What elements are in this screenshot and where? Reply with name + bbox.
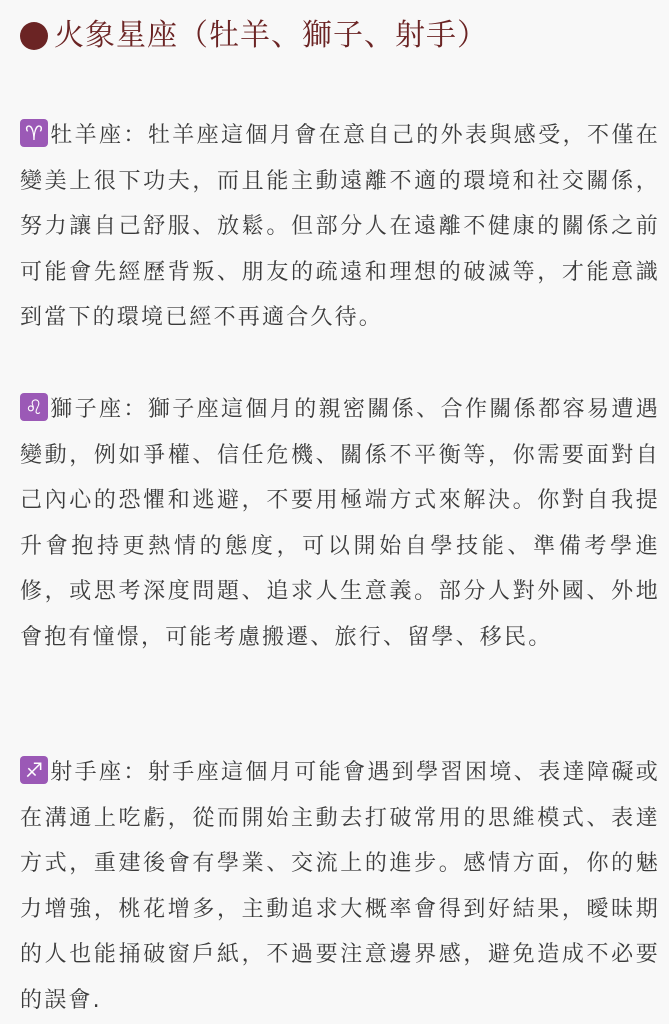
leo-body: 獅子座這個月的親密關係、合作關係都容易遭遇變動，例如爭權、信任危機、關係不平衡等，你需要面對自己內心的恐懼和逃避，不要用極端方式來解決。你對自我提升會抱持更熱情的態度，可以開始自學技能、準備考學進修，或思考深度問題、追求人生意義。部分人對外國、外地會抱有憧憬，可能考慮搬遷、旅行、留學、移民。 — [20, 397, 661, 650]
section-heading — [20, 14, 488, 58]
aries-body: 牡羊座這個月會在意自己的外表與感受，不僅在變美上很下功夫，而且能主動遠離不適的環境和社交關係，努力讓自己舒服、放鬆。但部分人在遠離不健康的關係之前可能會先經歷背叛、朋友的疏遠和理想的破滅等，才能意識到當下的環境已經不再適合久待。 — [20, 123, 661, 330]
sagittarius-body: 射手座這個月可能會遇到學習困境、表達障礙或在溝通上吃虧，從而開始主動去打破常用的思維模式、表達方式，重建後會有學業、交流上的進步。感情方面，你的魅力增強，桃花增多，主動追求大概率會得到好結果，曖昧期的人也能捅破窗戶紙，不過要注意邊界感，避免造成不必要的誤會. — [20, 760, 661, 1013]
sagittarius-label: 射手座： — [50, 760, 148, 785]
heading-title: 火象星座（牡羊、獅子、射手） — [54, 18, 488, 53]
sagittarius-sign-icon: ♐ — [20, 756, 48, 784]
leo-paragraph — [20, 387, 660, 660]
bullet-dot-icon — [20, 22, 48, 50]
aries-sign-icon: ♈ — [20, 119, 48, 147]
aries-paragraph — [20, 113, 660, 341]
leo-sign-icon: ♌ — [20, 393, 48, 421]
leo-label: 獅子座： — [50, 397, 148, 422]
sagittarius-paragraph — [20, 750, 660, 1023]
aries-label: 牡羊座： — [50, 123, 148, 148]
